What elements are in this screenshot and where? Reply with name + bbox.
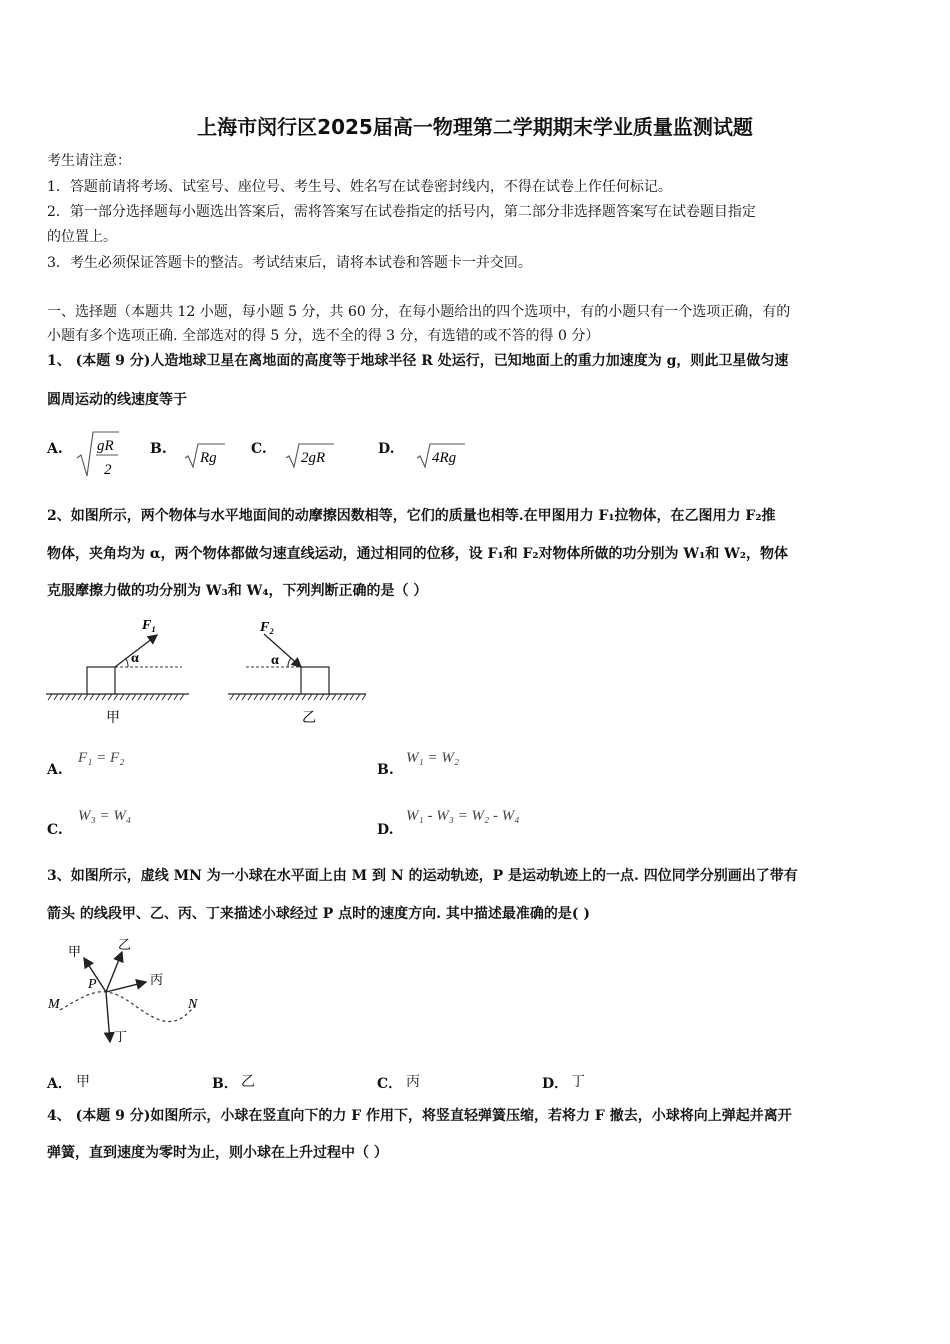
q1-option-b-radical bbox=[183, 440, 228, 470]
notice-item: 2．第一部分选择题每小题选出答案后，需将答案写在试卷指定的括号内，第二部分非选择题答案写在试卷题目指定 bbox=[47, 204, 756, 220]
q2-option-a-expr: F₁ = F₂ bbox=[78, 750, 125, 766]
q2-angle-label: α bbox=[131, 651, 139, 666]
q3-label-ding: 丁 bbox=[114, 1030, 128, 1045]
q3-option-c-label: C． bbox=[377, 1076, 403, 1092]
q3-label-yi: 乙 bbox=[118, 938, 132, 953]
q2-figure-jia bbox=[44, 612, 194, 730]
q3-figure bbox=[44, 932, 214, 1052]
question-4-text: 4、 (本题 9 分)如图所示，小球在竖直向下的力 F 作用下，将竖直轻弹簧压缩，若将力 F 撤去，小球将向上弹起并离开 bbox=[47, 1108, 792, 1124]
q3-option-c-text: 丙 bbox=[406, 1074, 420, 1090]
q1-option-c-radical bbox=[284, 440, 336, 470]
q1-option-a-numerator: gR bbox=[97, 438, 114, 454]
q1-option-d-expr: 4Rg bbox=[432, 450, 457, 466]
q3-option-a-label: A． bbox=[47, 1076, 72, 1092]
q3-label-p: P bbox=[88, 977, 97, 992]
q2-caption-jia: 甲 bbox=[106, 710, 120, 726]
q3-option-a-text: 甲 bbox=[76, 1074, 90, 1090]
q2-option-a-label: A. bbox=[47, 762, 63, 778]
q3-option-d-text: 丁 bbox=[571, 1074, 585, 1090]
q3-label-m: M bbox=[48, 997, 60, 1012]
notice-item: 3．考生必须保证答题卡的整洁。考试结束后，请将本试卷和答题卡一并交回。 bbox=[47, 255, 532, 271]
q3-option-d-label: D． bbox=[542, 1076, 569, 1092]
notice-item: 1．答题前请将考场、试室号、座位号、考生号、姓名写在试卷密封线内，不得在试卷上作任何标记。 bbox=[47, 179, 672, 195]
q1-option-d-radical bbox=[415, 440, 467, 470]
q3-label-bing: 丙 bbox=[150, 973, 164, 988]
q1-option-a-radical bbox=[75, 428, 125, 480]
q3-label-n: N bbox=[188, 997, 198, 1012]
q2-force-f1-label: F₁ bbox=[142, 618, 157, 633]
notice-item: 的位置上。 bbox=[47, 229, 117, 245]
page-title: 上海市闵行区2025届高一物理第二学期期末学业质量监测试题 bbox=[197, 115, 753, 139]
question-3-text: 3、如图所示，虚线 MN 为一小球在水平面上由 M 到 N 的运动轨迹，P 是运动轨迹上的一点. 四位同学分别画出了带有 bbox=[47, 868, 798, 884]
q2-option-c-expr: W₃ = W₄ bbox=[78, 808, 132, 824]
q2-option-d-label: D. bbox=[377, 822, 394, 838]
q3-label-jia: 甲 bbox=[68, 945, 82, 960]
question-1-text: 圆周运动的线速度等于 bbox=[47, 392, 187, 408]
q1-option-a-label: A. bbox=[47, 441, 63, 457]
q2-option-b-label: B. bbox=[377, 762, 394, 778]
question-2-text: 克服摩擦力做的功分别为 W₃和 W₄，下列判断正确的是（ ） bbox=[47, 583, 428, 599]
question-4-text: 弹簧，直到速度为零时为止，则小球在上升过程中（ ） bbox=[47, 1145, 388, 1161]
q2-option-d-expr: W₁ - W₃ = W₂ - W₄ bbox=[406, 808, 520, 824]
q3-option-b-label: B． bbox=[212, 1076, 238, 1092]
q2-force-f2-label: F₂ bbox=[260, 620, 275, 635]
q2-option-b-expr: W₁ = W₂ bbox=[406, 750, 460, 766]
q2-angle-label: α bbox=[271, 653, 279, 668]
q2-option-c-label: C. bbox=[47, 822, 63, 838]
question-2-text: 2、如图所示，两个物体与水平地面间的动摩擦因数相等，它们的质量也相等.在甲图用力 F₁拉物体，在乙图用力 F₂推 bbox=[47, 508, 776, 524]
q1-option-d-label: D. bbox=[378, 441, 395, 457]
question-3-text: 箭头 的线段甲、乙、丙、丁来描述小球经过 P 点时的速度方向. 其中描述最准确的是( ) bbox=[47, 906, 591, 922]
q2-figure-yi bbox=[226, 612, 376, 730]
q1-option-c-label: C. bbox=[251, 441, 267, 457]
q1-option-c-expr: 2gR bbox=[301, 450, 326, 466]
q2-caption-yi: 乙 bbox=[302, 710, 316, 726]
question-2-text: 物体，夹角均为 α，两个物体都做匀速直线运动，通过相同的位移，设 F₁和 F₂对物体所做的功分别为 W₁和 W₂，物体 bbox=[47, 546, 788, 562]
q1-option-b-expr: Rg bbox=[200, 450, 217, 466]
q1-option-a-denominator: 2 bbox=[104, 462, 112, 478]
section-heading: 小题有多个选项正确. 全部选对的得 5 分，选不全的得 3 分，有选错的或不答的得 0 分） bbox=[47, 328, 600, 344]
question-1-text: 1、 (本题 9 分)人造地球卫星在离地面的高度等于地球半径 R 处运行，已知地面上的重力加速度为 g，则此卫星做匀速 bbox=[47, 353, 789, 369]
section-heading: 一、选择题（本题共 12 小题，每小题 5 分，共 60 分，在每小题给出的四个选项中，有的小题只有一个选项正确，有的 bbox=[47, 304, 791, 320]
notice-heading: 考生请注意： bbox=[47, 153, 131, 169]
q3-option-b-text: 乙 bbox=[241, 1074, 255, 1090]
q1-option-b-label: B. bbox=[150, 441, 167, 457]
